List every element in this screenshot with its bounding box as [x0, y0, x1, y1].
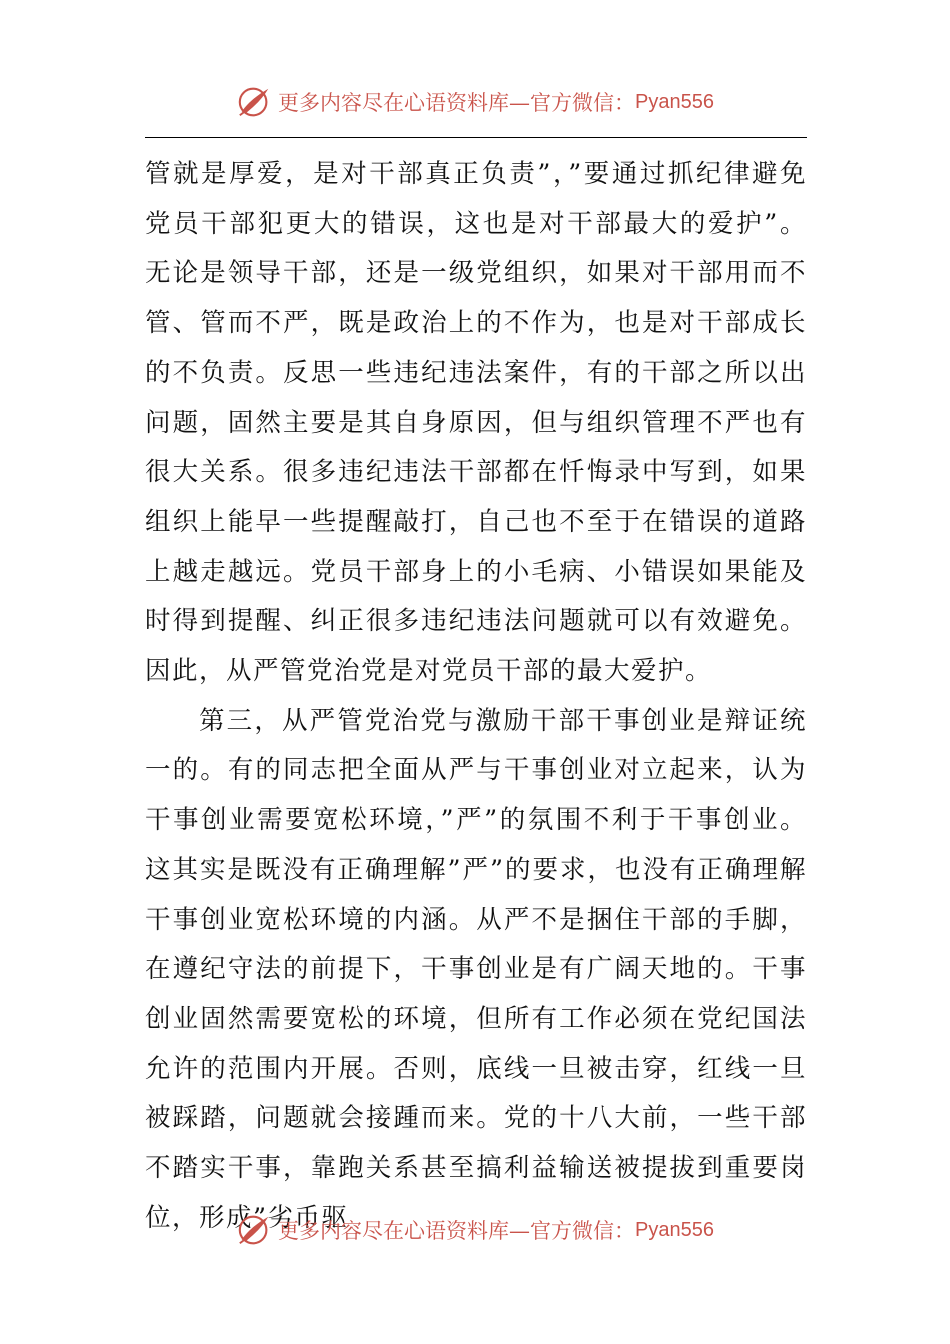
- paragraph: 第三，从严管党治党与激励干部干事创业是辩证统一的。有的同志把全面从严与干事创业对立起来，认为干事创业需要宽松环境，”严”的氛围不利于干事创业。这其实是既没有正确理解”严”的要求，也没有正确理解干事创业宽松环境的内涵。从严不是捆住干部的手脚，在遵纪守法的前提下，干事创业是有广阔天地的。干事创业固然需要宽松的环境，但所有工作必须在党纪国法允许的范围内开展。否则，底线一旦被击穿，红线一旦被踩踏，问题就会接踵而来。党的十八大前，一些干部不踏实干事，靠跑关系甚至搞利益输送被提拔到重要岗位，形成”劣币驱: [145, 705, 807, 1233]
- footer-banner: [0, 1210, 950, 1250]
- document-body: [145, 150, 807, 1243]
- header-wechat-id: Pyan556: [635, 90, 714, 113]
- paragraph: 管就是厚爱，是对干部真正负责”，”要通过抓纪律避免党员干部犯更大的错误，这也是对干部最大的爱护”。无论是领导干部，还是一级党组织，如果对干部用而不管、管而不严，既是政治上的不作为，也是对干部成长的不负责。反思一些违纪违法案件，有的干部之所以出问题，固然主要是其自身原因，但与组织管理不严也有很大关系。很多违纪违法干部都在忏悔录中写到，如果组织上能早一些提醒敲打，自己也不至于在错误的道路上越走越远。党员干部身上的小毛病、小错误如果能及时得到提醒、纠正很多违纪违法问题就可以有效避免。因此，从严管党治党是对党员干部的最大爱护。: [145, 159, 807, 687]
- header-divider: [145, 137, 807, 138]
- header-banner: [0, 82, 950, 122]
- pen-nib-logo-icon: [236, 83, 274, 121]
- footer-wechat-id: Pyan556: [635, 1218, 714, 1241]
- header-banner-text: 更多内容尽在心语资料库—官方微信：: [278, 91, 636, 115]
- footer-banner-text: 更多内容尽在心语资料库—官方微信：: [278, 1219, 636, 1243]
- pen-nib-logo-icon: [236, 1211, 274, 1249]
